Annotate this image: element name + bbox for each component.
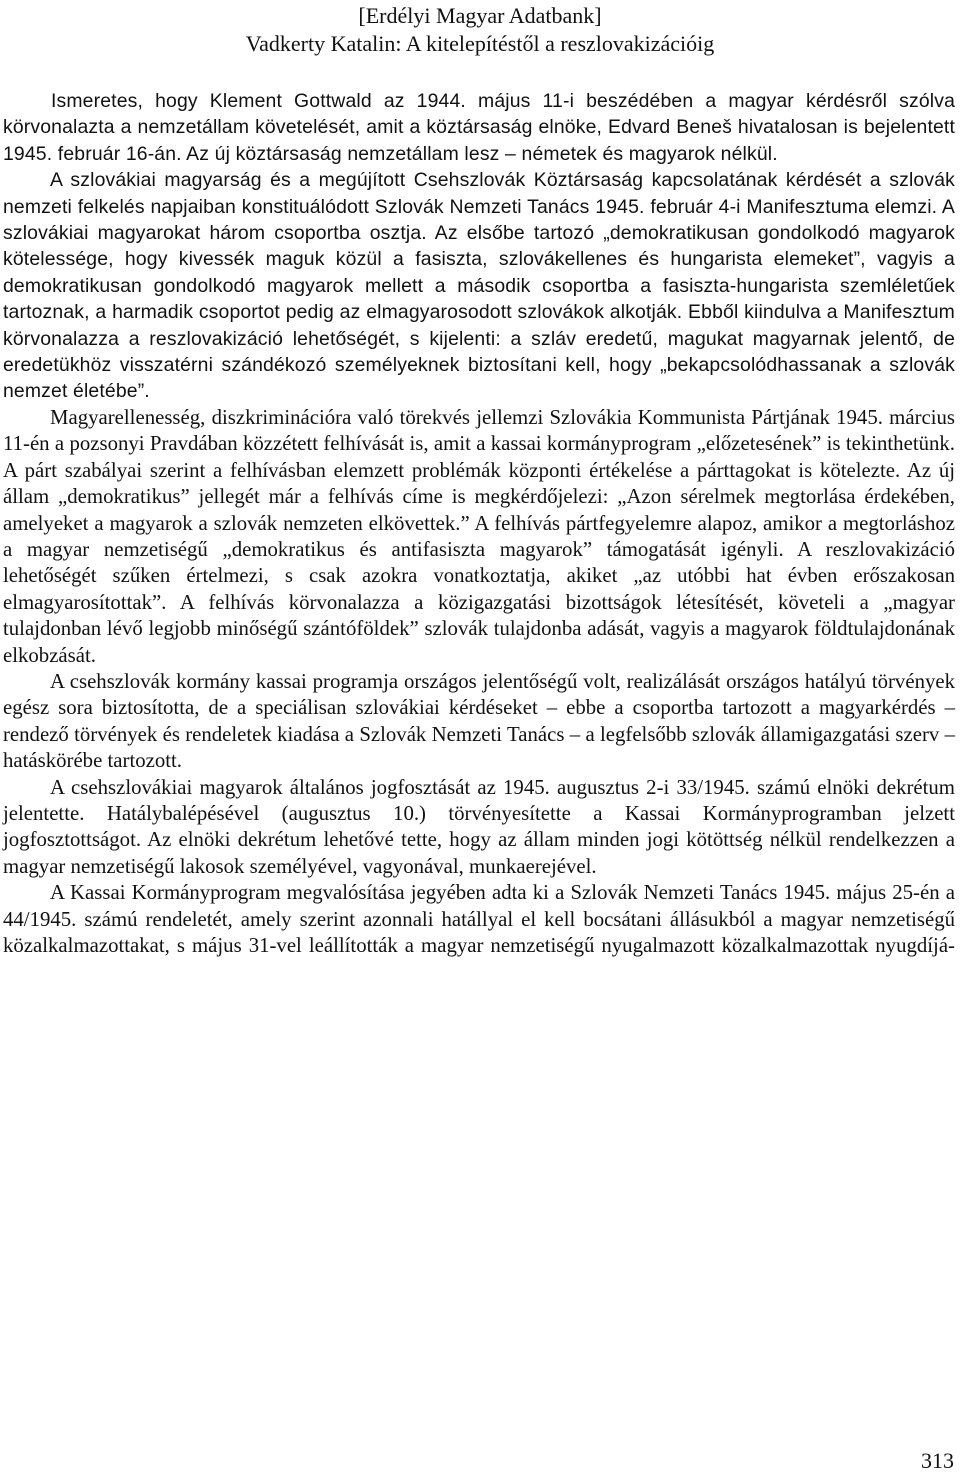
body-text	[3, 88, 955, 959]
page-number: 313	[921, 1448, 954, 1473]
paragraph-4: A csehszlovák kormány kassai programja országos jelentőségű volt, realizálását országos hatályú törvények egész sora biztosította, de a speciálisan szlovákiai kérdéseket – ebbe a csoportba tartozott a magyarkérdés – rendező törvények és rendeletek kiadása a Szlovák Nemzeti Tanács – a legfelsőbb szlovák államigazgatási szerv – hatáskörébe tartozott.	[3, 669, 955, 773]
page-header	[0, 2, 960, 58]
source-label: [Erdélyi Magyar Adatbank]	[358, 3, 602, 28]
document-title: Vadkerty Katalin: A kitelepítéstől a reszlovakizációig	[245, 31, 715, 56]
paragraph-2: A szlovákiai magyarság és a megújított Csehszlovák Köztársaság kapcsolatának kérdését a szlovák nemzeti felkelés napjaiban konstituálódott Szlovák Nemzeti Tanács 1945. február 4-i Manifesztuma elemzi. A szlovákiai magyarokat három csoportba osztja. Az elsőbe tartozó „demokratikusan gondolkodó magyarok kötelessége, hogy kivessék maguk közül a fasiszta, szlovákellenes és hungarista elemeket”, vagyis a demokratikusan gondolkodó magyarok mellett a második csoportba a fasiszta-hungarista szemléletűek tartoznak, a harmadik csoportot pedig az elmagyarosodott szlovákok alkotják. Ebből kiindulva a Manifesztum körvonalazza a reszlovakizáció lehetőségét, s kijelenti: a szláv eredetű, magukat magyarnak jelentő, de eredetükhöz visszatérni szándékozó személyeknek biztosítani kell, hogy „bekapcsolódhassanak a szlovák nemzet életébe”.	[3, 169, 955, 403]
paragraph-5: A csehszlovákiai magyarok általános jogfosztását az 1945. augusztus 2-i 33/1945. számú elnöki dekrétum jelentette. Hatálybalépésével (augusztus 10.) törvényesítette a Kassai Kormányprogramban jelzett jogfosztottságot. Az elnöki dekrétum lehetővé tette, hogy az állam minden jogi kötöttség nélkül rendelkezzen a magyar nemzetiségű lakosok személyével, vagyonával, munkaerejével.	[3, 775, 955, 878]
paragraph-6: A Kassai Kormányprogram megvalósítása jegyében adta ki a Szlovák Nemzeti Tanács 1945. május 25-én a 44/1945. számú rendeletét, amely szerint azonnali hatállyal el kell bocsátani állásukból a magyar nemzetiségű közalkalmazottakat, s május 31-vel leállították a magyar nemzetiségű nyugalmazott közalkalmazottak nyugdíjá-	[3, 881, 955, 957]
paragraph-1: Ismeretes, hogy Klement Gottwald az 1944. május 11-i beszédében a magyar kérdésről szólva körvonalazta a nemzetállam követelését, amit a köztársaság elnöke, Edvard Beneš hivatalosan is bejelentett 1945. február 16-án. Az új köztársaság nemzetállam lesz – németek és magyarok nélkül.	[3, 90, 955, 165]
paragraph-3: Magyarellenesség, diszkriminációra való törekvés jellemzi Szlovákia Kommunista Pártjának 1945. március 11-én a pozsonyi Pravdában közzétett felhívását is, amit a kassai kormányprogram „előzetesének” is tekinthetünk. A párt szabályai szerint a felhívásban elemzett problémák központi értékelése a párttagokat is kötelezte. Az új állam „demokratikus” jellegét már a felhívás címe is megkérdőjelezi: „Azon sérelmek megtorlása érdekében, amelyeket a magyarok a szlovák nemzeten elkövettek.” A felhívás pártfegyelemre alapoz, amikor a megtorláshoz a magyar nemzetiségű „demokratikus és antifasiszta magyarok” támogatását igényli. A reszlovakizáció lehetőségét szűken értelmezi, s csak azokra vonatkoztatja, akiket „az utóbbi hat évben erőszakosan elmagyarosítottak”. A felhívás körvonalazza a közigazgatási bizottságok létesítését, követeli a „magyar tulajdonban lévő legjobb minőségű szántóföldek” szlovák tulajdonba adását, vagyis a magyarok földtulajdonának elkobzását.	[3, 405, 955, 667]
